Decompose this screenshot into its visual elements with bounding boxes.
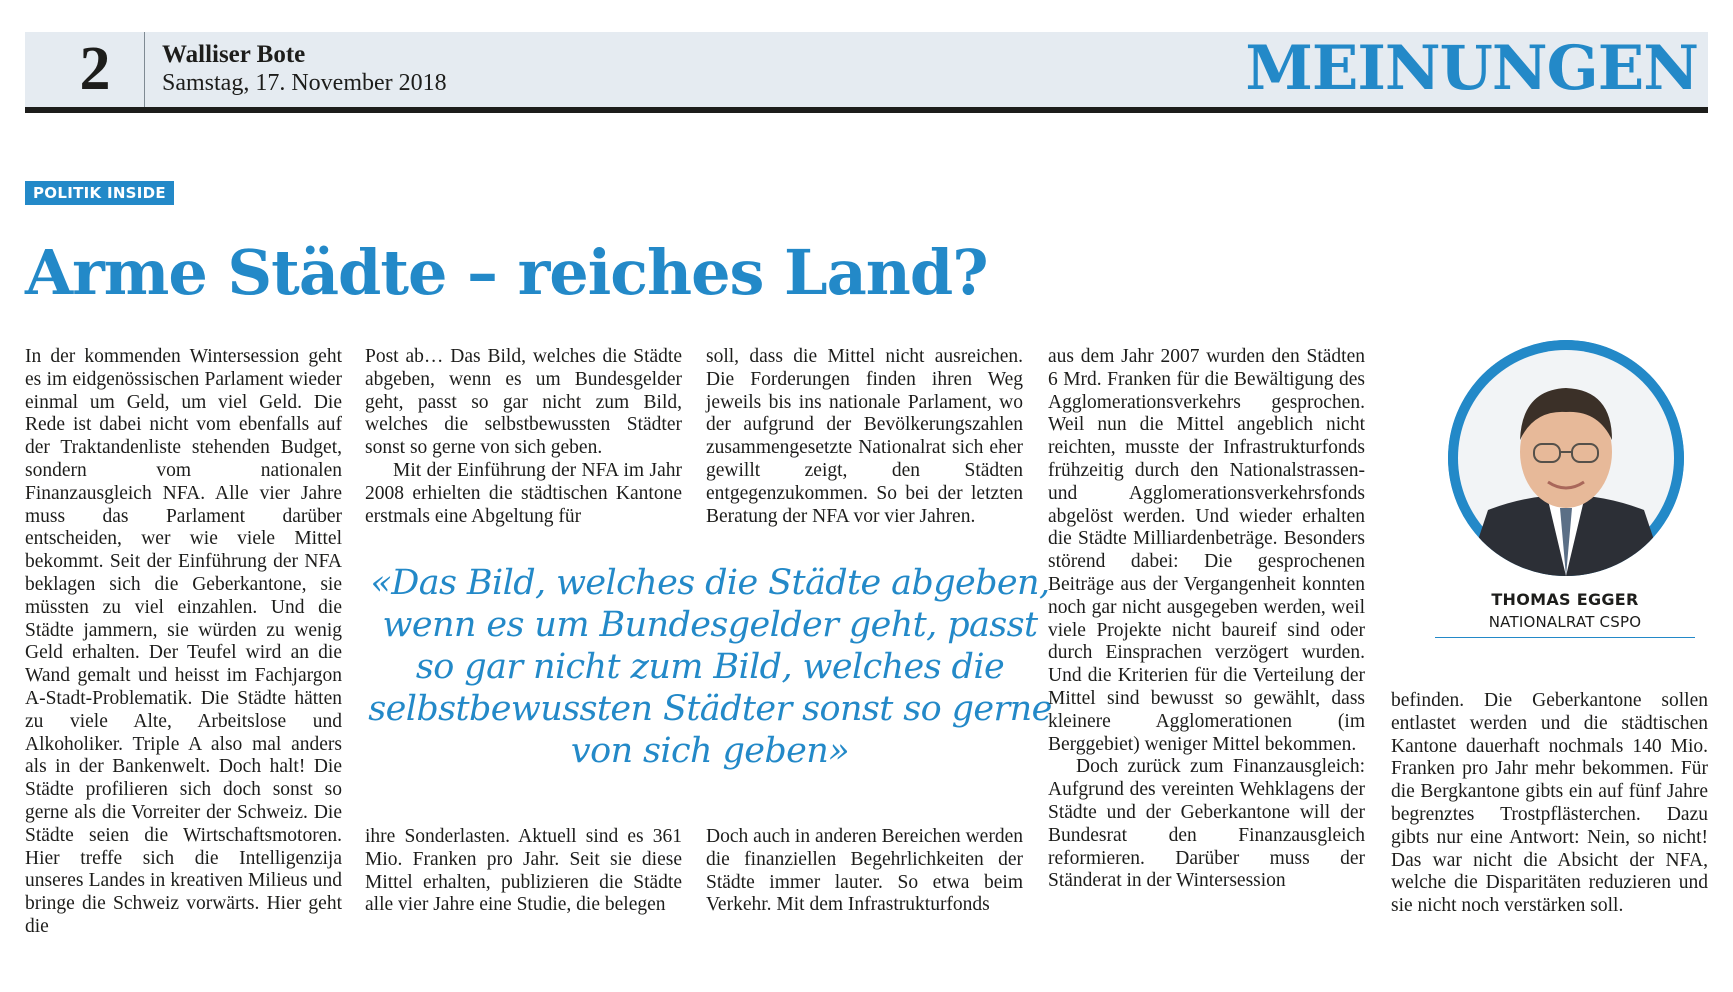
headline: Arme Städte – reiches Land?: [25, 236, 988, 309]
author-name: THOMAS EGGER: [1491, 590, 1639, 609]
author-role: NATIONALRAT CSPO: [1488, 613, 1642, 631]
author-portrait: [1448, 340, 1684, 576]
issue-date: Samstag, 17. November 2018: [162, 70, 447, 96]
paragraph: Doch auch in anderen Bereichen werden die finanziellen Begehrlichkeiten der Städte immer lauter. So etwa beim Verkehr. Mit dem Infrastrukturfonds: [706, 826, 1023, 916]
column-3-bottom: [706, 826, 1023, 917]
paragraph: befinden. Die Geberkantone sollen entlastet werden und die städtischen Kantone dauerhaft nochmals 140 Mio. Franken pro Jahr mehr bekommen. Für die Bergkantone gibts ein auf fünf Jahre begrenztes Trostpflästerchen. Dazu gibts nur eine Antwort: Nein, so nicht! Das war nicht die Absicht der NFA, welche die Disparitäten reduzieren und sie nicht noch verstärken soll.: [1391, 690, 1708, 917]
column-3-top: [706, 346, 1023, 528]
column-1: [25, 346, 342, 939]
rubric-label: POLITIK INSIDE: [25, 181, 174, 205]
paragraph: Doch zurück zum Finanzausgleich: Aufgrund des vereinten Wehklagens der Städte und der Geberkantone will der Bundesrat den Finanzausgleich reformieren. Darüber muss der Ständerat in der Wintersession: [1048, 756, 1365, 892]
paragraph: aus dem Jahr 2007 wurden den Städten 6 Mrd. Franken für die Bewältigung des Agglomerationsverkehrs gesprochen. Weil nun die Mittel angeblich nicht reichten, musste der Infrastrukturfonds frühzeitig durch den Nationalstrassen- und Agglomerationsverkehrsfonds abgelöst werden. Und wieder erhalten die Städte Milliardenbeträge. Besonders störend dabei: Die gesprochenen Beiträge aus der Vergangenheit konnten noch gar nicht ausgegeben werden, weil viele Projekte nicht baureif sind oder durch Einsprachen verzögert wurden. Und die Kriterien für die Verteilung der Mittel sind bewusst so gewählt, dass kleinere Agglomerationen (im Berggebiet) weniger Mittel bekommen.: [1048, 346, 1365, 755]
header-divider: [144, 32, 145, 107]
paragraph: Post ab… Das Bild, welches die Städte abgeben, wenn es um Bundesgelder geht, passt so gar nicht zum Bild, welches die selbstbewussten Städter sonst so gerne von sich geben.: [365, 346, 682, 459]
column-5: [1391, 690, 1708, 918]
page-header: [25, 32, 1708, 113]
column-2-top: [365, 346, 682, 528]
column-4: [1048, 346, 1365, 893]
newspaper-name: Walliser Bote: [162, 41, 306, 68]
page-number: 2: [79, 35, 111, 103]
paragraph: Mit der Einführung der NFA im Jahr 2008 erhielten die städtischen Kantone erstmals eine Abgeltung für: [365, 459, 682, 527]
author-divider: [1435, 637, 1695, 638]
paragraph: soll, dass die Mittel nicht ausreichen. Die Forderungen finden ihren Weg jeweils bis ins nationale Parlament, wo der aufgrund der Bevölkerungszahlen zusammengesetzte Nationalrat sich eher gewillt zeigt, den Städten entgegenzukommen. So bei der letzten Beratung der NFA vor vier Jahren.: [706, 346, 1023, 527]
paragraph: ihre Sonderlasten. Aktuell sind es 361 Mio. Franken pro Jahr. Seit sie diese Mittel erhalten, publizieren die Städte alle vier Jahre eine Studie, die belegen: [365, 826, 682, 916]
pull-quote: «Das Bild, welches die Städte abgeben, wenn es um Bundesgelder geht, passt so gar nicht zum Bild, welches die selbstbewussten Städter sonst so gerne von sich geben»: [368, 563, 1052, 771]
section-title: MEINUNGEN: [1245, 33, 1698, 104]
paragraph: In der kommenden Wintersession geht es im eidgenössischen Parlament wieder einmal um Geld, um viel Geld. Die Rede ist dabei nicht vom ebenfalls auf der Traktandenliste stehenden Budget, sondern vom nationalen Finanzausgleich NFA. Alle vier Jahre muss das Parlament darüber entscheiden, wer wie viele Mittel bekommt. Seit der Einführung der NFA beklagen sich die Geberkantone, sie müssten zu viel einzahlen. Und die Städte jammern, sie würden zu wenig Geld erhalten. Der Teufel wird an die Wand gemalt und heisst im Fachjargon A-Stadt-Problematik. Die Städte hätten zu viele Alte, Arbeitslose und Alkoholiker. Triple A also mal anders als in der Bankenwelt. Doch halt! Die Städte profilieren sich doch sonst so gerne als die Vorreiter der Schweiz. Die Städte seien die Wirtschaftsmotoren. Hier treffe sich die Intelligenzija unseres Landes in kreativen Milieus und bringe die Schweiz vorwärts. Hier geht die: [25, 346, 342, 937]
column-2-bottom: [365, 826, 682, 917]
